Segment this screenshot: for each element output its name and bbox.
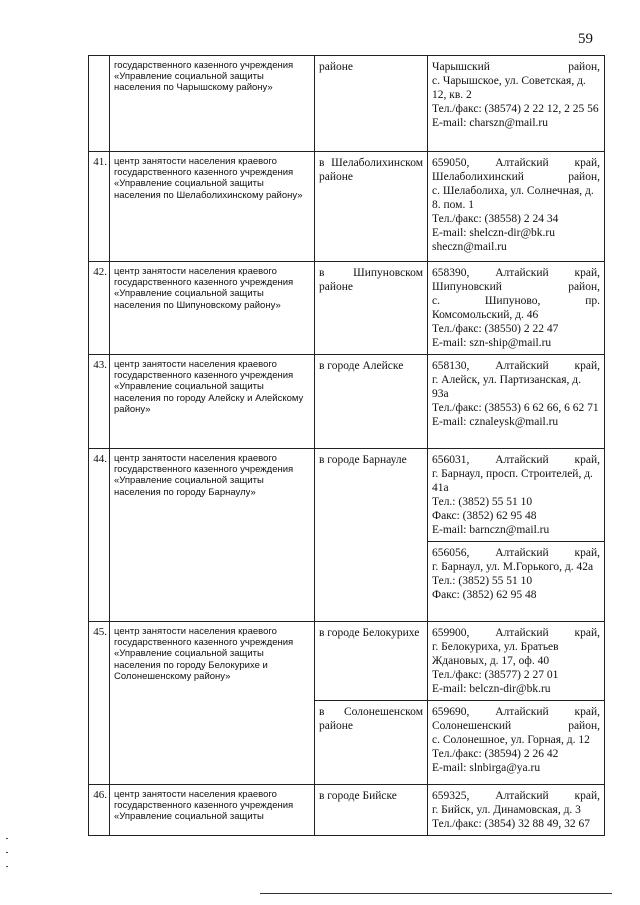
address-line: Комсомольский, д. 46 [432, 309, 539, 321]
area-cell: в Солонешенском районе [315, 701, 428, 785]
address-line: 659690, Алтайский край, [432, 706, 600, 718]
area-cell: в городе Бийске [315, 785, 428, 836]
phone-line: Тел./факс: (38574) 2 22 12, 2 25 56 [432, 103, 599, 115]
row-number: 42. [89, 262, 110, 355]
institution-name: центр занятости населения краевого государственного казенного учреждения «Управление социальной защиты населения по городу Алейску и Алейскому району» [110, 355, 315, 449]
address-line: с. Солонешное, ул. Горная, д. 12 [432, 734, 590, 746]
address-cell [428, 785, 605, 836]
address-cell [428, 449, 605, 542]
margin-mark [6, 866, 8, 867]
address-line: Шелаболихинский район, [432, 171, 600, 183]
phone-line: Тел./факс: (38550) 2 22 47 [432, 323, 559, 335]
phone-line: Тел.: (3852) 55 51 10 [432, 575, 533, 587]
table-row [89, 449, 605, 542]
table-row [89, 355, 605, 449]
table-row [89, 152, 605, 262]
email-line: E-mail: belczn-dir@bk.ru [432, 683, 551, 695]
address-line: Чарышский район, [432, 61, 600, 73]
email-line: E-mail: cznaleysk@mail.ru [432, 416, 559, 428]
row-number: 43. [89, 355, 110, 449]
phone-line: Тел./факс: (38577) 2 27 01 [432, 669, 559, 681]
address-line: 656031, Алтайский край, [432, 454, 600, 466]
address-cell [428, 355, 605, 449]
fax-line: Факс: (3852) 62 95 48 [432, 589, 537, 601]
address-line: 656056, Алтайский край, [432, 547, 600, 559]
institution-name: центр занятости населения краевого государственного казенного учреждения «Управление социальной защиты населения по городу Белокурихе и Солонешенскому району» [110, 622, 315, 785]
phone-line: Тел./факс: (3854) 32 88 49, 32 67 [432, 818, 590, 830]
address-line: г. Барнаул, ул. М.Горького, д. 42а [432, 561, 594, 573]
table-row [89, 56, 605, 152]
institution-name: центр занятости населения краевого государственного казенного учреждения «Управление социальной защиты населения по Шелаболихинскому району» [110, 152, 315, 262]
table-row [89, 785, 605, 836]
address-cell [428, 542, 605, 622]
row-number: 45. [89, 622, 110, 785]
institution-name: государственного казенного учреждения «Управление социальной защиты населения по Чарышскому району» [110, 56, 315, 152]
margin-mark [6, 838, 8, 839]
email-line: E-mail: slnbirga@ya.ru [432, 762, 541, 774]
address-line: с. Шелаболиха, ул. Солнечная, д. 8. пом. 1 [432, 185, 594, 211]
phone-line: Тел./факс: (38594) 2 26 42 [432, 748, 559, 760]
address-line: 659900, Алтайский край, [432, 627, 600, 639]
area-cell: в Шипуновском районе [315, 262, 428, 355]
phone-line: Тел./факс: (38553) 6 62 66, 6 62 71 [432, 402, 599, 414]
address-cell [428, 701, 605, 785]
address-line: 658130, Алтайский край, [432, 360, 600, 372]
area-cell: в Шелаболихинском районе [315, 152, 428, 262]
row-number: 44. [89, 449, 110, 622]
email-line: E-mail: charszn@mail.ru [432, 117, 548, 129]
address-line: с. Шипуново, пр. [432, 295, 600, 307]
email-line: E-mail: shelczn-dir@bk.ru [432, 227, 555, 239]
address-cell [428, 56, 605, 152]
address-cell [428, 262, 605, 355]
row-number [89, 56, 110, 152]
address-line: г. Бийск, ул. Динамовская, д. 3 [432, 804, 581, 816]
email-line: E-mail: szn-ship@mail.ru [432, 337, 552, 349]
area-cell: в городе Алейске [315, 355, 428, 449]
footer-rule [260, 893, 612, 894]
fax-line: Факс: (3852) 62 95 48 [432, 510, 537, 522]
area-cell: в городе Белокурихе [315, 622, 428, 701]
table-row [89, 262, 605, 355]
institution-name: центр занятости населения краевого государственного казенного учреждения «Управление социальной защиты [110, 785, 315, 836]
row-number: 46. [89, 785, 110, 836]
email-line: sheczn@mail.ru [432, 241, 507, 253]
page-number: 59 [578, 31, 593, 47]
address-line: Шипуновский район, [432, 281, 600, 293]
address-line: г. Алейск, ул. Партизанская, д. 93а [432, 374, 582, 400]
area-cell: в городе Барнауле [315, 449, 428, 622]
address-line: г. Белокуриха, ул. Братьев Ждановых, д. 17, оф. 40 [432, 641, 559, 667]
phone-line: Тел./факс: (38558) 2 24 34 [432, 213, 559, 225]
address-line: Солонешенский район, [432, 720, 600, 732]
address-line: с. Чарышское, ул. Советская, д. 12, кв. 2 [432, 75, 586, 101]
area-cell: районе [315, 56, 428, 152]
offices-table [88, 55, 605, 836]
address-line: 658390, Алтайский край, [432, 267, 600, 279]
margin-mark [6, 852, 8, 853]
institution-name: центр занятости населения краевого государственного казенного учреждения «Управление социальной защиты населения по Шипуновскому району» [110, 262, 315, 355]
address-cell [428, 622, 605, 701]
email-line: E-mail: barnczn@mail.ru [432, 524, 550, 536]
address-line: г. Барнаул, просп. Строителей, д. 41а [432, 468, 593, 494]
row-number: 41. [89, 152, 110, 262]
address-cell [428, 152, 605, 262]
address-line: 659325, Алтайский край, [432, 790, 600, 802]
phone-line: Тел.: (3852) 55 51 10 [432, 496, 533, 508]
table-row [89, 622, 605, 701]
address-line: 659050, Алтайский край, [432, 157, 600, 169]
institution-name: центр занятости населения краевого государственного казенного учреждения «Управление социальной защиты населения по городу Барнаулу» [110, 449, 315, 622]
